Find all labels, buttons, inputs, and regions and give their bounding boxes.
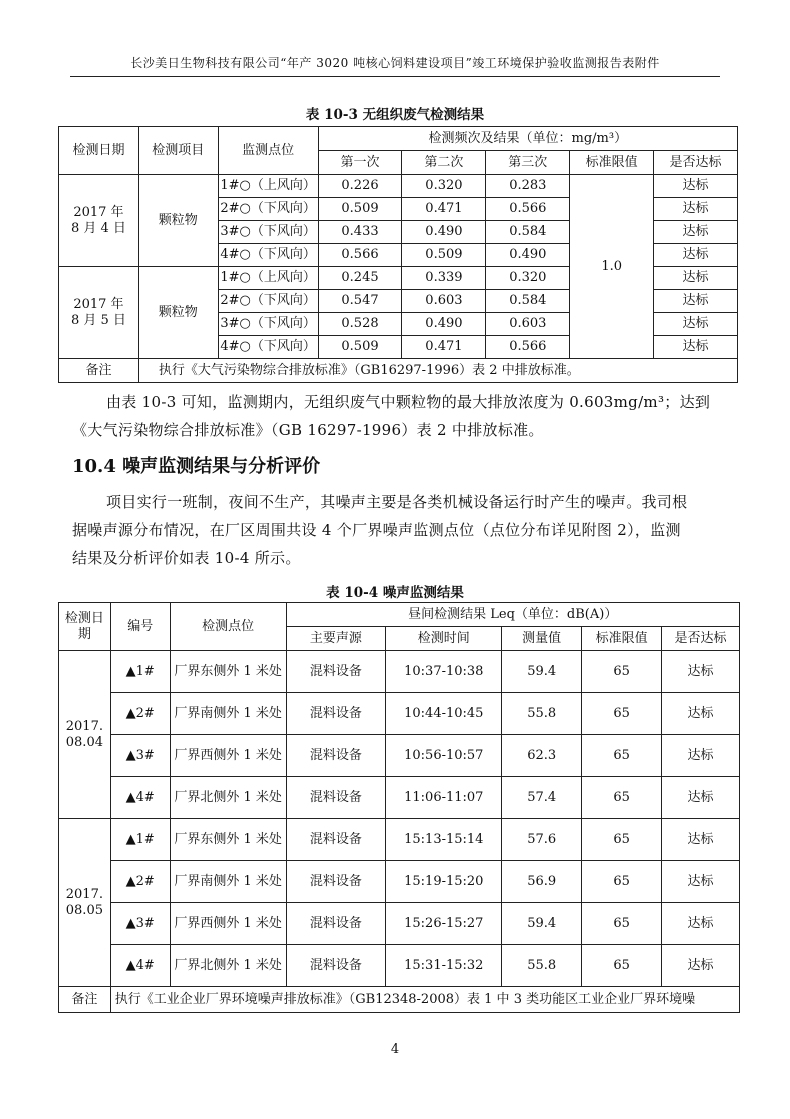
no-cell: ▲4# xyxy=(110,777,170,819)
table-row xyxy=(59,945,740,987)
time-cell: 15:13-15:14 xyxy=(386,819,502,861)
value-cell: 56.9 xyxy=(502,861,582,903)
header-pass: 是否达标 xyxy=(654,151,738,175)
value-cell: 57.6 xyxy=(502,819,582,861)
limit-cell: 65 xyxy=(582,651,662,693)
time-cell: 10:56-10:57 xyxy=(386,735,502,777)
pass-cell: 达标 xyxy=(662,945,740,987)
source-cell: 混料设备 xyxy=(286,735,386,777)
value-cell: 0.490 xyxy=(486,244,570,267)
table1-caption: 表 10-3 无组织废气检测结果 xyxy=(305,107,485,123)
point-cell: 厂界南侧外 1 米处 xyxy=(170,861,286,903)
limit-cell: 65 xyxy=(582,735,662,777)
note-row xyxy=(59,987,740,1013)
table-row xyxy=(59,693,740,735)
value-cell: 0.509 xyxy=(318,336,402,359)
running-header: 长沙美日生物科技有限公司“年产 3020 吨核心饲料建设项目”竣工环境保护验收监测报告表附件 xyxy=(130,56,660,70)
value-cell: 0.471 xyxy=(402,198,486,221)
point-cell: 厂界北侧外 1 米处 xyxy=(170,777,286,819)
limit-cell: 65 xyxy=(582,819,662,861)
value-cell: 0.490 xyxy=(402,221,486,244)
header-group: 昼间检测结果 Leq（单位：dB(A)） xyxy=(286,603,739,627)
no-cell: ▲2# xyxy=(110,861,170,903)
pass-cell: 达标 xyxy=(662,861,740,903)
value-cell: 0.509 xyxy=(402,244,486,267)
point-cell: 厂界西侧外 1 米处 xyxy=(170,903,286,945)
gas-results-table xyxy=(58,126,738,383)
table-row xyxy=(59,735,740,777)
header-source: 主要声源 xyxy=(286,627,386,651)
no-cell: ▲3# xyxy=(110,903,170,945)
note-label: 备注 xyxy=(59,987,111,1013)
pass-cell: 达标 xyxy=(654,198,738,221)
item-cell: 颗粒物 xyxy=(138,267,218,359)
source-cell: 混料设备 xyxy=(286,903,386,945)
time-cell: 10:44-10:45 xyxy=(386,693,502,735)
point-cell: 厂界东侧外 1 米处 xyxy=(170,819,286,861)
noise-results-table xyxy=(58,602,740,1013)
date-cell: 2017 年 8 月 5 日 xyxy=(59,267,139,359)
no-cell: ▲2# xyxy=(110,693,170,735)
point-cell: 2#○（下风向） xyxy=(218,198,318,221)
header-limit: 标准限值 xyxy=(582,627,662,651)
date-cell: 2017 年 8 月 4 日 xyxy=(59,175,139,267)
value-cell: 0.433 xyxy=(318,221,402,244)
analysis-text-line2: 《大气污染物综合排放标准》（GB 16297-1996）表 2 中排放标准。 xyxy=(72,421,544,439)
value-cell: 0.283 xyxy=(486,175,570,198)
note-text: 执行《大气污染物综合排放标准》（GB16297-1996）表 2 中排放标准。 xyxy=(138,359,737,383)
limit-cell: 65 xyxy=(582,945,662,987)
point-cell: 厂界东侧外 1 米处 xyxy=(170,651,286,693)
value-cell: 0.603 xyxy=(402,290,486,313)
table-row xyxy=(59,903,740,945)
table-row xyxy=(59,861,740,903)
header-point: 检测点位 xyxy=(170,603,286,651)
header-value: 测量值 xyxy=(502,627,582,651)
no-cell: ▲1# xyxy=(110,651,170,693)
value-cell: 0.603 xyxy=(486,313,570,336)
value-cell: 0.471 xyxy=(402,336,486,359)
noise-intro-line2: 据噪声源分布情况，在厂区周围共设 4 个厂界噪声监测点位（点位分布详见附图 2），监测 xyxy=(72,521,681,539)
pass-cell: 达标 xyxy=(662,693,740,735)
section-heading: 10.4 噪声监测结果与分析评价 xyxy=(72,456,321,477)
page-number: 4 xyxy=(390,1042,400,1057)
header-time: 检测时间 xyxy=(386,627,502,651)
limit-cell: 1.0 xyxy=(570,175,654,359)
source-cell: 混料设备 xyxy=(286,861,386,903)
table-row xyxy=(59,777,740,819)
value-cell: 0.226 xyxy=(318,175,402,198)
pass-cell: 达标 xyxy=(662,735,740,777)
header-no: 编号 xyxy=(110,603,170,651)
value-cell: 0.320 xyxy=(486,267,570,290)
pass-cell: 达标 xyxy=(654,221,738,244)
value-cell: 0.245 xyxy=(318,267,402,290)
value-cell: 59.4 xyxy=(502,651,582,693)
table2-caption: 表 10-4 噪声监测结果 xyxy=(326,585,464,601)
limit-cell: 65 xyxy=(582,693,662,735)
point-cell: 2#○（下风向） xyxy=(218,290,318,313)
no-cell: ▲3# xyxy=(110,735,170,777)
time-cell: 15:26-15:27 xyxy=(386,903,502,945)
point-cell: 厂界西侧外 1 米处 xyxy=(170,735,286,777)
pass-cell: 达标 xyxy=(662,903,740,945)
table-row xyxy=(59,819,740,861)
value-cell: 0.490 xyxy=(402,313,486,336)
header-group: 检测频次及结果（单位：mg/m³） xyxy=(318,127,737,151)
value-cell: 0.566 xyxy=(486,198,570,221)
pass-cell: 达标 xyxy=(662,777,740,819)
note-label: 备注 xyxy=(59,359,139,383)
header-first: 第一次 xyxy=(318,151,402,175)
value-cell: 59.4 xyxy=(502,903,582,945)
header-limit: 标准限值 xyxy=(570,151,654,175)
note-row xyxy=(59,359,738,383)
value-cell: 0.584 xyxy=(486,221,570,244)
point-cell: 3#○（下风向） xyxy=(218,221,318,244)
pass-cell: 达标 xyxy=(662,651,740,693)
time-cell: 11:06-11:07 xyxy=(386,777,502,819)
value-cell: 55.8 xyxy=(502,693,582,735)
value-cell: 55.8 xyxy=(502,945,582,987)
date-cell: 2017. 08.05 xyxy=(59,819,111,987)
point-cell: 厂界北侧外 1 米处 xyxy=(170,945,286,987)
noise-intro-line1: 项目实行一班制，夜间不生产，其噪声主要是各类机械设备运行时产生的噪声。我司根 xyxy=(106,493,688,511)
table-row xyxy=(59,175,738,198)
point-cell: 1#○（上风向） xyxy=(218,175,318,198)
limit-cell: 65 xyxy=(582,861,662,903)
source-cell: 混料设备 xyxy=(286,651,386,693)
pass-cell: 达标 xyxy=(662,819,740,861)
pass-cell: 达标 xyxy=(654,267,738,290)
date-cell: 2017. 08.04 xyxy=(59,651,111,819)
point-cell: 厂界南侧外 1 米处 xyxy=(170,693,286,735)
value-cell: 0.584 xyxy=(486,290,570,313)
header-point: 监测点位 xyxy=(218,127,318,175)
header-rule xyxy=(70,76,720,77)
no-cell: ▲1# xyxy=(110,819,170,861)
pass-cell: 达标 xyxy=(654,336,738,359)
point-cell: 4#○（下风向） xyxy=(218,244,318,267)
note-text: 执行《工业企业厂界环境噪声排放标准》（GB12348-2008）表 1 中 3 类功能区工业企业厂界环境噪 xyxy=(110,987,739,1013)
pass-cell: 达标 xyxy=(654,175,738,198)
value-cell: 0.566 xyxy=(318,244,402,267)
source-cell: 混料设备 xyxy=(286,777,386,819)
header-third: 第三次 xyxy=(486,151,570,175)
time-cell: 15:19-15:20 xyxy=(386,861,502,903)
value-cell: 0.566 xyxy=(486,336,570,359)
value-cell: 57.4 xyxy=(502,777,582,819)
value-cell: 0.339 xyxy=(402,267,486,290)
value-cell: 0.547 xyxy=(318,290,402,313)
source-cell: 混料设备 xyxy=(286,693,386,735)
value-cell: 0.509 xyxy=(318,198,402,221)
point-cell: 1#○（上风向） xyxy=(218,267,318,290)
limit-cell: 65 xyxy=(582,903,662,945)
header-second: 第二次 xyxy=(402,151,486,175)
time-cell: 15:31-15:32 xyxy=(386,945,502,987)
header-pass: 是否达标 xyxy=(662,627,740,651)
noise-intro-line3: 结果及分析评价如表 10-4 所示。 xyxy=(72,549,301,567)
point-cell: 4#○（下风向） xyxy=(218,336,318,359)
item-cell: 颗粒物 xyxy=(138,175,218,267)
no-cell: ▲4# xyxy=(110,945,170,987)
header-date: 检测日期 xyxy=(59,603,111,651)
source-cell: 混料设备 xyxy=(286,819,386,861)
header-item: 检测项目 xyxy=(138,127,218,175)
time-cell: 10:37-10:38 xyxy=(386,651,502,693)
limit-cell: 65 xyxy=(582,777,662,819)
pass-cell: 达标 xyxy=(654,313,738,336)
header-date: 检测日期 xyxy=(59,127,139,175)
analysis-text-line1: 由表 10-3 可知，监测期内，无组织废气中颗粒物的最大排放浓度为 0.603mg/m³；达到 xyxy=(106,393,711,411)
point-cell: 3#○（下风向） xyxy=(218,313,318,336)
pass-cell: 达标 xyxy=(654,244,738,267)
value-cell: 0.320 xyxy=(402,175,486,198)
value-cell: 62.3 xyxy=(502,735,582,777)
pass-cell: 达标 xyxy=(654,290,738,313)
table-row xyxy=(59,651,740,693)
value-cell: 0.528 xyxy=(318,313,402,336)
source-cell: 混料设备 xyxy=(286,945,386,987)
